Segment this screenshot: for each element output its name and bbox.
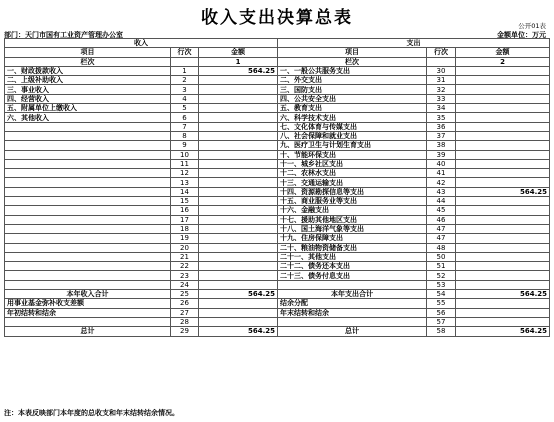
income-colno-blank (171, 57, 199, 66)
income-rowno-cell: 21 (171, 252, 199, 261)
income-colno-label: 栏次 (5, 57, 171, 66)
income-amount-cell (199, 113, 278, 122)
income-rowno-cell: 23 (171, 271, 199, 280)
income-rowno-cell: 16 (171, 206, 199, 215)
income-item-cell (5, 187, 171, 196)
income-item-header: 项目 (5, 48, 171, 57)
expense-item-cell: 结余分配 (278, 299, 427, 308)
income-rowno-cell: 2 (171, 76, 199, 85)
income-item-cell (5, 215, 171, 224)
income-rowno-cell: 13 (171, 178, 199, 187)
income-item-cell: 本年收入合计 (5, 290, 171, 299)
expense-item-cell: 五、教育支出 (278, 104, 427, 113)
table-row (5, 224, 550, 233)
expense-amount-cell (456, 224, 550, 233)
expense-item-cell: 十五、商业服务业等支出 (278, 197, 427, 206)
expense-item-cell: 三、国防支出 (278, 85, 427, 94)
form-number: 公开01表 (518, 22, 546, 30)
expense-item-cell: 十六、金融支出 (278, 206, 427, 215)
expense-amount-cell (456, 131, 550, 140)
income-amount-header: 金额 (199, 48, 278, 57)
income-amount-cell (199, 243, 278, 252)
column-header-row (5, 48, 550, 57)
expense-amount-cell (456, 262, 550, 271)
expense-amount-cell (456, 271, 550, 280)
income-amount-cell (199, 317, 278, 326)
expense-amount-cell (456, 206, 550, 215)
income-item-cell (5, 131, 171, 140)
income-section-header: 收入 (5, 39, 278, 48)
expense-rowno-cell: 43 (427, 187, 456, 196)
table-row (5, 104, 550, 113)
expense-amount-cell (456, 141, 550, 150)
expense-amount-cell (456, 280, 550, 289)
table-row (5, 206, 550, 215)
expense-rowno-cell: 41 (427, 169, 456, 178)
income-amount-cell (199, 76, 278, 85)
expense-rowno-cell: 48 (427, 243, 456, 252)
expense-amount-cell (456, 178, 550, 187)
income-amount-cell (199, 206, 278, 215)
income-item-cell (5, 252, 171, 261)
expense-amount-cell (456, 159, 550, 168)
income-item-cell (5, 178, 171, 187)
expense-item-cell: 总计 (278, 327, 427, 336)
expense-amount-cell (456, 243, 550, 252)
expense-amount-header: 金额 (456, 48, 550, 57)
income-amount-cell (199, 122, 278, 131)
expense-item-cell: 二十一、其他支出 (278, 252, 427, 261)
expense-amount-cell (456, 66, 550, 75)
income-amount-cell (199, 262, 278, 271)
summary-row (5, 299, 550, 308)
summary-row (5, 317, 550, 326)
income-expense-table (4, 38, 550, 337)
department-label: 部门：天门市国有工业资产管理办公室 (4, 31, 123, 39)
income-amount-cell: 564.25 (199, 290, 278, 299)
income-item-cell: 总计 (5, 327, 171, 336)
expense-item-cell: 七、文化体育与传媒支出 (278, 122, 427, 131)
expense-rowno-cell: 35 (427, 113, 456, 122)
expense-rowno-cell: 36 (427, 122, 456, 131)
expense-rowno-cell: 47 (427, 224, 456, 233)
expense-rowno-cell: 31 (427, 76, 456, 85)
income-item-cell: 五、附属单位上缴收入 (5, 104, 171, 113)
expense-item-cell: 二十二、债务还本支出 (278, 262, 427, 271)
income-amount-cell: 564.25 (199, 327, 278, 336)
expense-item-cell: 十九、住房保障支出 (278, 234, 427, 243)
income-rowno-cell: 11 (171, 159, 199, 168)
income-amount-cell: 564.25 (199, 66, 278, 75)
expense-rowno-cell: 47 (427, 234, 456, 243)
income-amount-cell (199, 234, 278, 243)
expense-amount-cell: 564.25 (456, 187, 550, 196)
income-item-cell (5, 197, 171, 206)
summary-row (5, 290, 550, 299)
expense-rowno-cell: 32 (427, 85, 456, 94)
table-row (5, 178, 550, 187)
expense-item-cell: 十、节能环保支出 (278, 150, 427, 159)
expense-rowno-cell: 57 (427, 317, 456, 326)
income-item-cell: 二、上级补助收入 (5, 76, 171, 85)
expense-amount-cell (456, 85, 550, 94)
expense-amount-cell (456, 122, 550, 131)
expense-rowno-cell: 50 (427, 252, 456, 261)
income-item-cell: 四、经营收入 (5, 94, 171, 103)
income-amount-cell (199, 94, 278, 103)
income-rowno-cell: 17 (171, 215, 199, 224)
expense-item-cell: 十二、农林水支出 (278, 169, 427, 178)
expense-rowno-cell: 44 (427, 197, 456, 206)
expense-amount-cell (456, 215, 550, 224)
income-item-cell (5, 150, 171, 159)
income-rowno-cell: 1 (171, 66, 199, 75)
income-amount-cell (199, 141, 278, 150)
expense-item-cell: 一、一般公共服务支出 (278, 66, 427, 75)
expense-amount-cell (456, 113, 550, 122)
income-rowno-cell: 9 (171, 141, 199, 150)
income-item-cell (5, 224, 171, 233)
expense-amount-cell (456, 299, 550, 308)
expense-rowno-cell: 45 (427, 206, 456, 215)
table-row (5, 76, 550, 85)
expense-rowno-cell: 53 (427, 280, 456, 289)
report-title: 收入支出决算总表 (201, 8, 353, 28)
expense-amount-cell (456, 234, 550, 243)
income-rowno-cell: 29 (171, 327, 199, 336)
expense-amount-cell (456, 76, 550, 85)
expense-rowno-cell: 33 (427, 94, 456, 103)
expense-section-header: 支出 (278, 39, 550, 48)
income-amount-cell (199, 85, 278, 94)
income-item-cell: 用事业基金弥补收支差额 (5, 299, 171, 308)
income-amount-cell (199, 308, 278, 317)
income-rowno-cell: 3 (171, 85, 199, 94)
table-row (5, 113, 550, 122)
expense-rowno-cell: 40 (427, 159, 456, 168)
income-item-cell (5, 271, 171, 280)
expense-item-cell: 年末结转和结余 (278, 308, 427, 317)
expense-item-cell: 六、科学技术支出 (278, 113, 427, 122)
income-amount-cell (199, 224, 278, 233)
table-row (5, 271, 550, 280)
income-rowno-cell: 14 (171, 187, 199, 196)
income-rowno-cell: 18 (171, 224, 199, 233)
expense-rowno-cell: 37 (427, 131, 456, 140)
expense-colno-value: 2 (456, 57, 550, 66)
expense-amount-cell (456, 169, 550, 178)
expense-amount-cell: 564.25 (456, 327, 550, 336)
income-item-cell: 年初结转和结余 (5, 308, 171, 317)
table-row (5, 215, 550, 224)
expense-amount-cell (456, 317, 550, 326)
expense-rowno-cell: 38 (427, 141, 456, 150)
income-rowno-cell: 7 (171, 122, 199, 131)
income-rowno-header: 行次 (171, 48, 199, 57)
expense-rowno-cell: 34 (427, 104, 456, 113)
expense-item-cell: 四、公共安全支出 (278, 94, 427, 103)
income-rowno-cell: 25 (171, 290, 199, 299)
expense-item-header: 项目 (278, 48, 427, 57)
expense-rowno-cell: 58 (427, 327, 456, 336)
table-row (5, 85, 550, 94)
income-amount-cell (199, 299, 278, 308)
expense-item-cell: 二、外交支出 (278, 76, 427, 85)
amount-unit-label: 金额单位：万元 (497, 31, 546, 39)
income-amount-cell (199, 187, 278, 196)
income-amount-cell (199, 159, 278, 168)
footnote: 注：本表反映部门本年度的总收支和年末结转结余情况。 (4, 409, 179, 417)
income-item-cell (5, 169, 171, 178)
income-item-cell (5, 317, 171, 326)
expense-rowno-cell: 51 (427, 262, 456, 271)
income-rowno-cell: 12 (171, 169, 199, 178)
table-row (5, 159, 550, 168)
income-amount-cell (199, 280, 278, 289)
table-row (5, 243, 550, 252)
income-rowno-cell: 24 (171, 280, 199, 289)
income-rowno-cell: 6 (171, 113, 199, 122)
expense-rowno-cell: 42 (427, 178, 456, 187)
table-row (5, 262, 550, 271)
expense-item-cell (278, 317, 427, 326)
income-rowno-cell: 22 (171, 262, 199, 271)
table-row (5, 197, 550, 206)
table-row (5, 187, 550, 196)
table-row (5, 94, 550, 103)
table-row (5, 169, 550, 178)
expense-item-cell (278, 280, 427, 289)
table-row (5, 280, 550, 289)
income-rowno-cell: 26 (171, 299, 199, 308)
income-rowno-cell: 19 (171, 234, 199, 243)
income-rowno-cell: 27 (171, 308, 199, 317)
income-rowno-cell: 4 (171, 94, 199, 103)
table-row (5, 234, 550, 243)
income-item-cell (5, 262, 171, 271)
summary-row (5, 308, 550, 317)
expense-amount-cell: 564.25 (456, 290, 550, 299)
income-amount-cell (199, 169, 278, 178)
table-row (5, 131, 550, 140)
expense-item-cell: 十三、交通运输支出 (278, 178, 427, 187)
expense-item-cell: 十一、城乡社区支出 (278, 159, 427, 168)
income-amount-cell (199, 150, 278, 159)
income-item-cell (5, 122, 171, 131)
income-item-cell: 三、事业收入 (5, 85, 171, 94)
income-amount-cell (199, 104, 278, 113)
income-rowno-cell: 10 (171, 150, 199, 159)
summary-row (5, 327, 550, 336)
table-row (5, 141, 550, 150)
expense-rowno-cell: 56 (427, 308, 456, 317)
income-rowno-cell: 5 (171, 104, 199, 113)
table-row (5, 122, 550, 131)
expense-item-cell: 九、医疗卫生与计划生育支出 (278, 141, 427, 150)
income-item-cell (5, 206, 171, 215)
column-number-row (5, 57, 550, 66)
expense-item-cell: 二十、粮油物资储备支出 (278, 243, 427, 252)
income-rowno-cell: 28 (171, 317, 199, 326)
income-item-cell: 六、其他收入 (5, 113, 171, 122)
income-item-cell (5, 234, 171, 243)
expense-amount-cell (456, 197, 550, 206)
expense-colno-label: 栏次 (278, 57, 427, 66)
income-amount-cell (199, 252, 278, 261)
income-amount-cell (199, 178, 278, 187)
expense-rowno-header: 行次 (427, 48, 456, 57)
expense-amount-cell (456, 94, 550, 103)
income-item-cell (5, 159, 171, 168)
expense-item-cell: 十四、资源勘探信息等支出 (278, 187, 427, 196)
expense-item-cell: 十八、国土海洋气象等支出 (278, 224, 427, 233)
expense-item-cell: 二十三、债务付息支出 (278, 271, 427, 280)
expense-amount-cell (456, 308, 550, 317)
expense-rowno-cell: 52 (427, 271, 456, 280)
expense-amount-cell (456, 150, 550, 159)
income-amount-cell (199, 215, 278, 224)
section-header-row (5, 39, 550, 48)
expense-rowno-cell: 46 (427, 215, 456, 224)
expense-rowno-cell: 39 (427, 150, 456, 159)
income-rowno-cell: 20 (171, 243, 199, 252)
income-item-cell (5, 280, 171, 289)
income-item-cell (5, 141, 171, 150)
income-amount-cell (199, 197, 278, 206)
expense-rowno-cell: 54 (427, 290, 456, 299)
expense-rowno-cell: 55 (427, 299, 456, 308)
expense-item-cell: 本年支出合计 (278, 290, 427, 299)
income-rowno-cell: 15 (171, 197, 199, 206)
income-item-cell (5, 243, 171, 252)
income-item-cell: 一、财政拨款收入 (5, 66, 171, 75)
income-rowno-cell: 8 (171, 131, 199, 140)
expense-colno-blank (427, 57, 456, 66)
expense-amount-cell (456, 252, 550, 261)
expense-item-cell: 八、社会保障和就业支出 (278, 131, 427, 140)
income-amount-cell (199, 131, 278, 140)
income-colno-value: 1 (199, 57, 278, 66)
table-row (5, 66, 550, 75)
table-row (5, 252, 550, 261)
table-row (5, 150, 550, 159)
expense-item-cell: 十七、援助其他地区支出 (278, 215, 427, 224)
expense-rowno-cell: 30 (427, 66, 456, 75)
income-amount-cell (199, 271, 278, 280)
expense-amount-cell (456, 104, 550, 113)
